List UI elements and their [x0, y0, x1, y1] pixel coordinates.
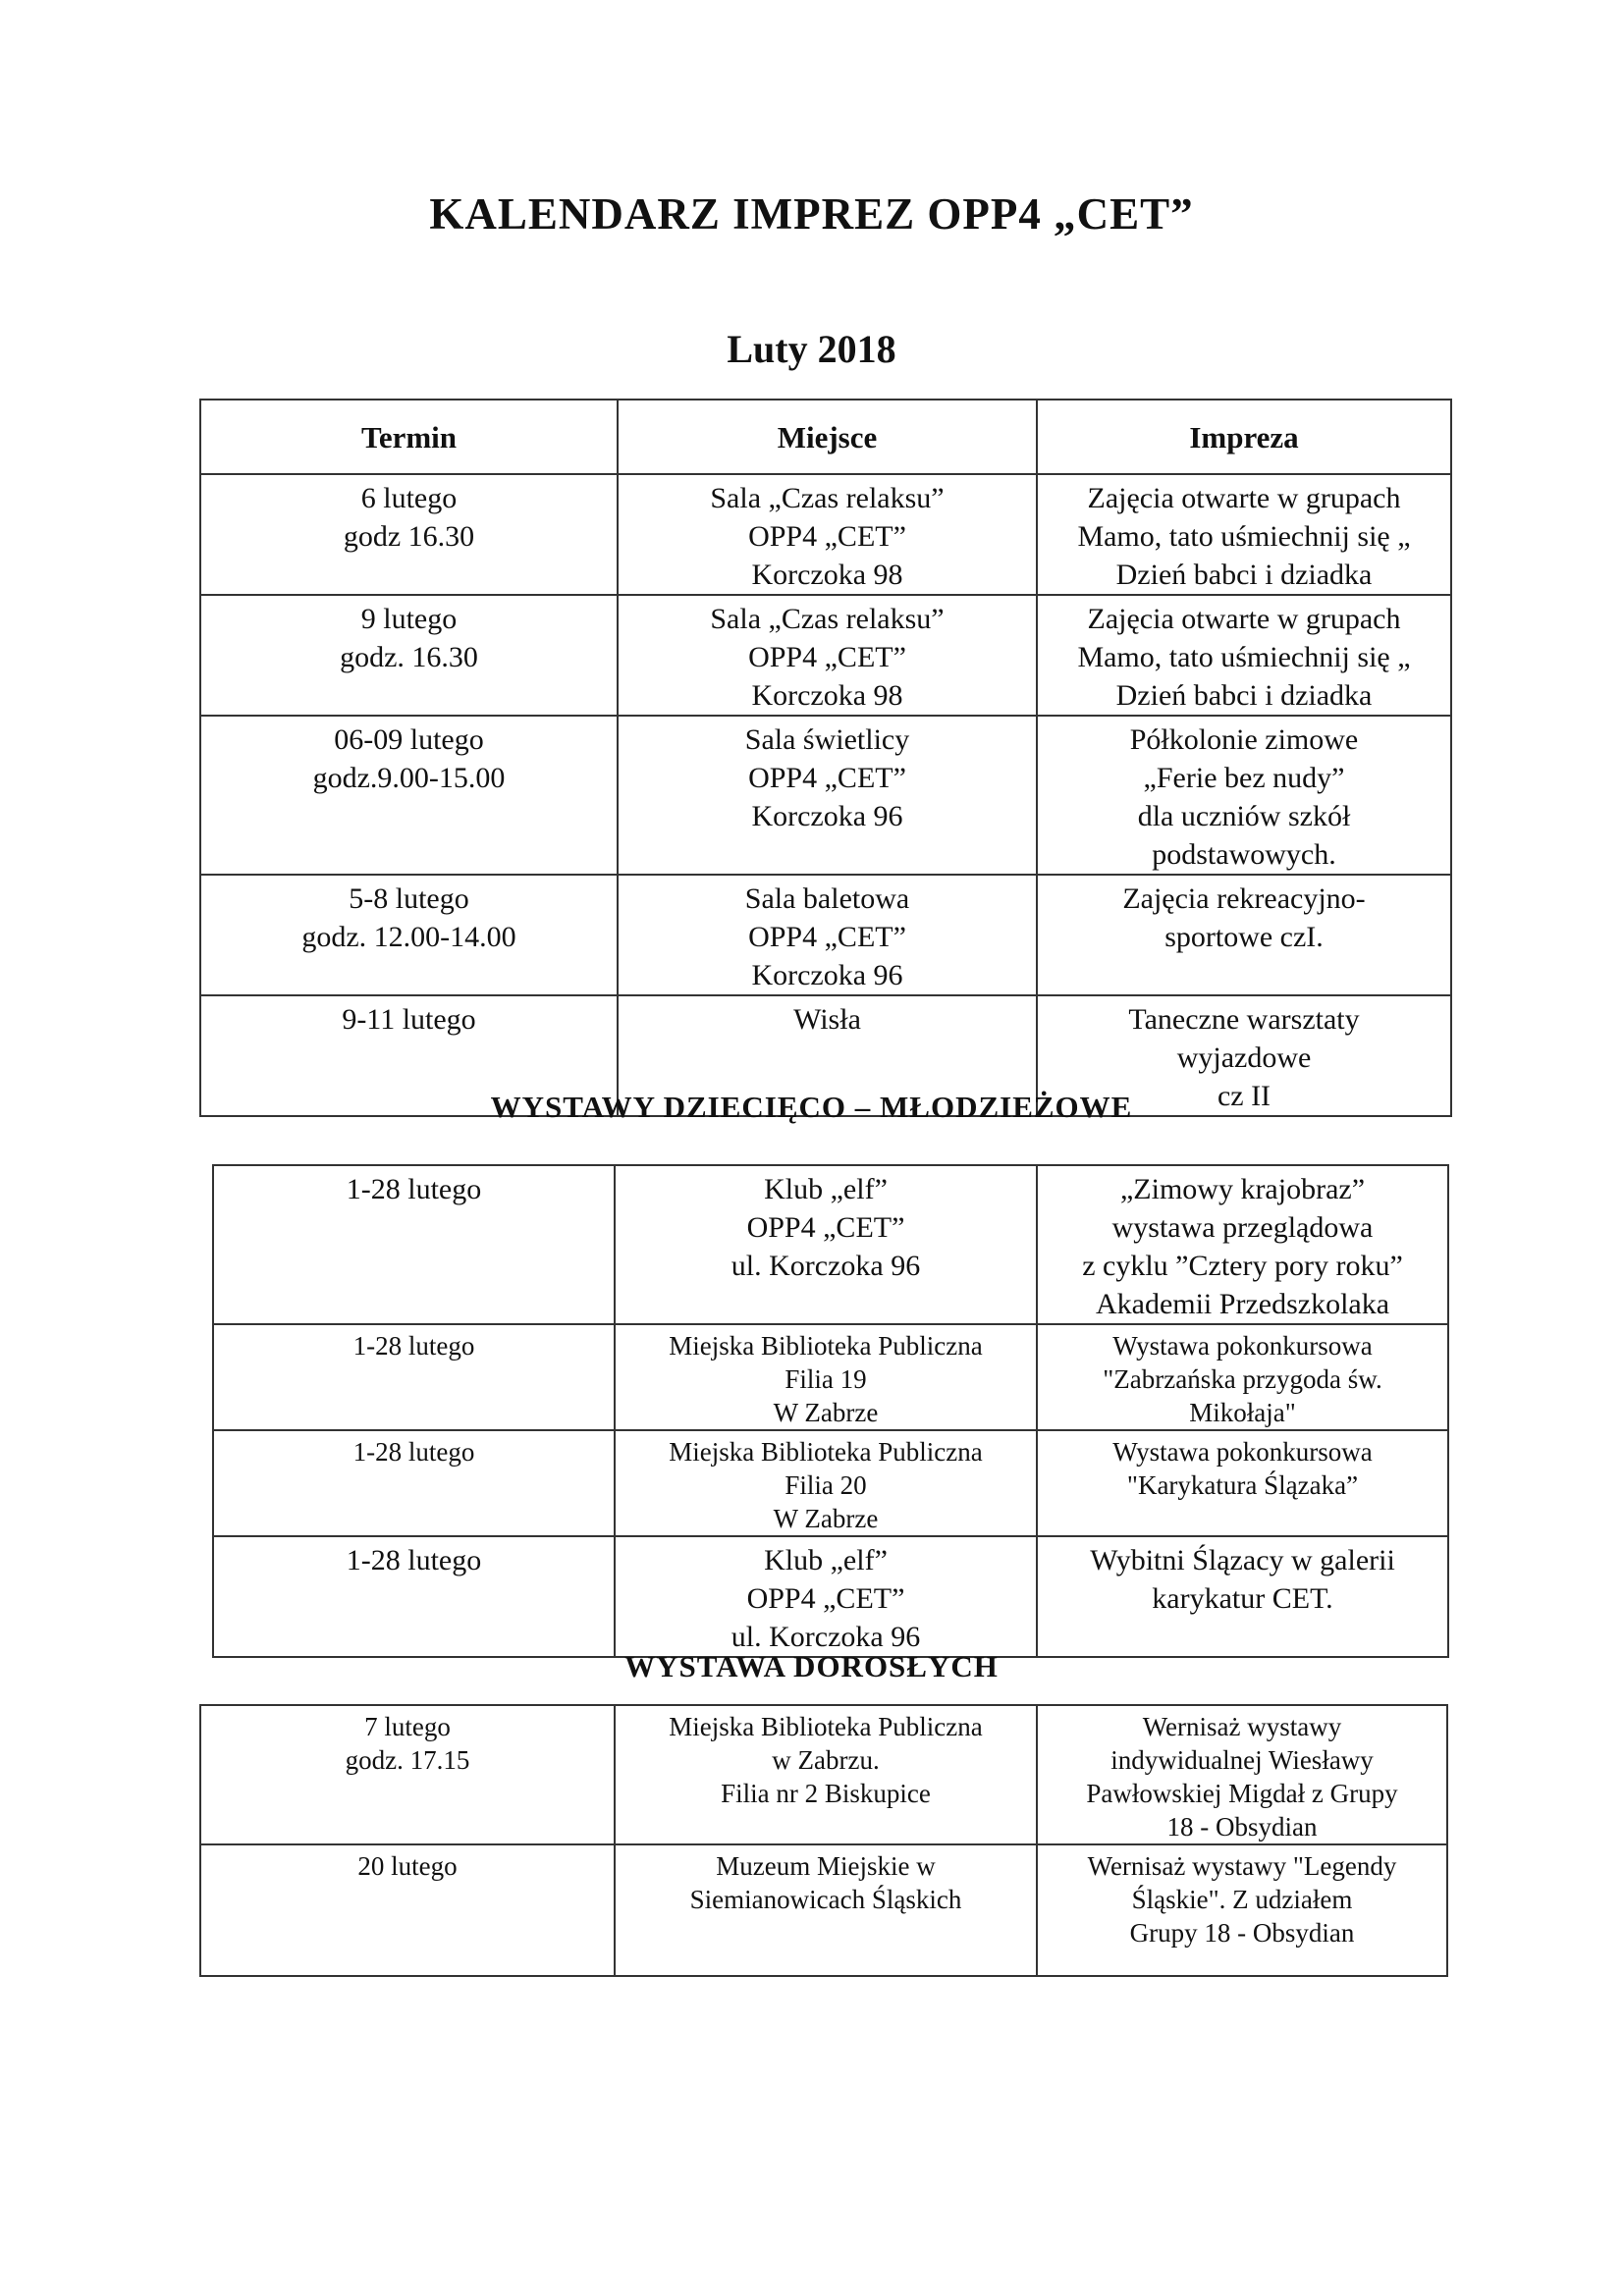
cell-miejsce	[618, 875, 1037, 995]
impreza-line: Dzień babci i dziadka	[1115, 679, 1373, 712]
cell-miejsce	[618, 716, 1037, 875]
impreza-line: Wernisaż wystawy "Legendy	[1087, 1851, 1397, 1881]
impreza-line: Dzień babci i dziadka	[1115, 559, 1373, 591]
miejsce-line: Klub „elf”	[764, 1173, 888, 1205]
miejsce-line: Sala „Czas relaksu”	[710, 603, 945, 635]
termin-line: 9-11 lutego	[342, 1003, 476, 1036]
impreza-line: Zajęcia rekreacyjno-	[1122, 882, 1366, 915]
termin-line: godz 16.30	[343, 520, 475, 553]
miejsce-line: Wisła	[793, 1003, 861, 1036]
cell-impreza	[1037, 1536, 1448, 1657]
header-impreza: Impreza	[1037, 400, 1451, 474]
cell-termin	[213, 1324, 615, 1430]
cell-miejsce	[615, 1705, 1037, 1844]
cell-miejsce	[618, 595, 1037, 716]
table-row	[213, 1536, 1448, 1657]
header-miejsce: Miejsce	[618, 400, 1037, 474]
termin-line: godz. 16.30	[340, 641, 478, 673]
cell-termin	[200, 595, 618, 716]
cell-miejsce	[615, 1430, 1037, 1536]
miejsce-line: Sala baletowa	[744, 882, 910, 915]
table-row	[200, 1844, 1447, 1976]
termin-line: 06-09 lutego	[334, 723, 484, 756]
impreza-line: wystawa przeglądowa	[1111, 1211, 1374, 1244]
impreza-line: Wernisaż wystawy	[1142, 1712, 1342, 1741]
termin-line: 1-28 lutego	[352, 1437, 475, 1467]
events-body	[200, 474, 1451, 1116]
cell-impreza	[1037, 1430, 1448, 1536]
termin-line: 1-28 lutego	[352, 1331, 475, 1361]
termin-line: 6 lutego	[360, 482, 458, 514]
impreza-line: "Karykatura Ślązaka”	[1126, 1470, 1359, 1500]
table-row	[213, 1165, 1448, 1324]
termin-line: 9 lutego	[360, 603, 458, 635]
miejsce-line: OPP4 „CET”	[746, 1582, 905, 1615]
miejsce-line: OPP4 „CET”	[746, 1211, 905, 1244]
impreza-line: Wystawa pokonkursowa	[1112, 1437, 1373, 1467]
table-row	[200, 716, 1451, 875]
adults-body	[200, 1705, 1447, 1976]
termin-line: godz.9.00-15.00	[312, 762, 506, 794]
table-row	[200, 875, 1451, 995]
miejsce-line: W Zabrze	[773, 1398, 879, 1427]
cell-impreza	[1037, 1705, 1447, 1844]
table-header-row	[200, 400, 1451, 474]
adult-exhibitions-table	[199, 1704, 1448, 1977]
cell-miejsce	[615, 1324, 1037, 1430]
impreza-line: podstawowych.	[1152, 838, 1336, 871]
children-exhibitions-heading: WYSTAWY DZIECIĘCO – MŁODZIEŻOWE	[490, 1090, 1133, 1124]
miejsce-line: W Zabrze	[773, 1504, 879, 1533]
impreza-line: Mikołaja"	[1189, 1398, 1296, 1427]
miejsce-line: Siemianowicach Śląskich	[689, 1885, 962, 1914]
children-exhibitions-table	[212, 1164, 1449, 1658]
miejsce-line: Muzeum Miejskie w	[716, 1851, 936, 1881]
miejsce-line: Sala świetlicy	[744, 723, 910, 756]
adult-exhibitions-heading: WYSTAWA DOROSŁYCH	[624, 1649, 999, 1683]
impreza-line: 18 - Obsydian	[1166, 1812, 1318, 1842]
cell-impreza	[1037, 875, 1451, 995]
impreza-line: Akademii Przedszkolaka	[1095, 1288, 1390, 1320]
impreza-line: sportowe czI.	[1164, 921, 1324, 953]
cell-termin	[200, 474, 618, 595]
cell-impreza	[1037, 1165, 1448, 1324]
impreza-line: „Zimowy krajobraz”	[1119, 1173, 1366, 1205]
miejsce-line: w Zabrzu.	[772, 1745, 880, 1775]
termin-line: 1-28 lutego	[346, 1173, 482, 1205]
miejsce-line: Korczoka 96	[751, 800, 903, 832]
cell-termin	[200, 875, 618, 995]
table-row	[200, 474, 1451, 595]
table-row	[200, 1705, 1447, 1844]
miejsce-line: Klub „elf”	[764, 1544, 888, 1576]
impreza-line: Zajęcia otwarte w grupach	[1087, 482, 1401, 514]
impreza-line: indywidualnej Wiesławy	[1110, 1745, 1374, 1775]
impreza-line: Wybitni Ślązacy w galerii	[1090, 1544, 1395, 1576]
table-row	[200, 595, 1451, 716]
miejsce-line: Korczoka 96	[751, 959, 903, 991]
cell-termin	[200, 1705, 615, 1844]
month-heading: Luty 2018	[727, 327, 896, 371]
cell-miejsce	[615, 1165, 1037, 1324]
miejsce-line: Filia 19	[784, 1364, 867, 1394]
termin-line: godz. 17.15	[345, 1745, 470, 1775]
impreza-line: Wystawa pokonkursowa	[1112, 1331, 1373, 1361]
cell-miejsce	[615, 1844, 1037, 1976]
impreza-line: Mamo, tato uśmiechnij się „	[1077, 641, 1411, 673]
termin-line: 20 lutego	[357, 1851, 458, 1881]
table-row	[213, 1324, 1448, 1430]
cell-impreza	[1037, 716, 1451, 875]
cell-miejsce	[618, 474, 1037, 595]
cell-impreza	[1037, 474, 1451, 595]
miejsce-line: Filia nr 2 Biskupice	[721, 1779, 931, 1808]
cell-miejsce	[615, 1536, 1037, 1657]
impreza-line: karykatur CET.	[1152, 1582, 1333, 1615]
miejsce-line: Miejska Biblioteka Publiczna	[669, 1331, 983, 1361]
cell-termin	[213, 1165, 615, 1324]
impreza-line: Śląskie". Z udziałem	[1131, 1885, 1353, 1914]
events-table	[199, 399, 1452, 1117]
impreza-line: cz II	[1217, 1080, 1271, 1112]
cell-impreza	[1037, 595, 1451, 716]
impreza-line: z cyklu ”Cztery pory roku”	[1082, 1250, 1403, 1282]
miejsce-line: Filia 20	[784, 1470, 867, 1500]
impreza-line: "Zabrzańska przygoda św.	[1103, 1364, 1382, 1394]
impreza-line: Półkolonie zimowe	[1129, 723, 1359, 756]
miejsce-line: Miejska Biblioteka Publiczna	[669, 1712, 983, 1741]
impreza-line: Grupy 18 - Obsydian	[1129, 1918, 1355, 1948]
impreza-line: Mamo, tato uśmiechnij się „	[1077, 520, 1411, 553]
miejsce-line: OPP4 „CET”	[748, 762, 906, 794]
termin-line: 5-8 lutego	[349, 882, 469, 915]
page-title: KALENDARZ IMPREZ OPP4 „CET”	[429, 189, 1194, 239]
cell-termin	[213, 1430, 615, 1536]
impreza-line: Taneczne warsztaty	[1128, 1003, 1360, 1036]
cell-termin	[213, 1536, 615, 1657]
termin-line: godz. 12.00-14.00	[301, 921, 516, 953]
cell-termin	[200, 1844, 615, 1976]
impreza-line: Pawłowskiej Migdał z Grupy	[1086, 1779, 1398, 1808]
cell-impreza	[1037, 1324, 1448, 1430]
table-row	[213, 1430, 1448, 1536]
miejsce-line: OPP4 „CET”	[748, 641, 906, 673]
miejsce-line: OPP4 „CET”	[748, 520, 906, 553]
miejsce-line: ul. Korczoka 96	[730, 1250, 921, 1282]
children-body	[213, 1165, 1448, 1657]
cell-termin	[200, 716, 618, 875]
impreza-line: „Ferie bez nudy”	[1143, 762, 1345, 794]
impreza-line: Zajęcia otwarte w grupach	[1087, 603, 1401, 635]
miejsce-line: Miejska Biblioteka Publiczna	[669, 1437, 983, 1467]
miejsce-line: ul. Korczoka 96	[730, 1621, 921, 1653]
impreza-line: wyjazdowe	[1176, 1041, 1312, 1074]
miejsce-line: Korczoka 98	[751, 559, 903, 591]
miejsce-line: OPP4 „CET”	[748, 921, 906, 953]
cell-impreza	[1037, 1844, 1447, 1976]
impreza-line: dla uczniów szkół	[1137, 800, 1351, 832]
header-termin: Termin	[200, 400, 618, 474]
miejsce-line: Korczoka 98	[751, 679, 903, 712]
miejsce-line: Sala „Czas relaksu”	[710, 482, 945, 514]
termin-line: 1-28 lutego	[346, 1544, 482, 1576]
termin-line: 7 lutego	[364, 1712, 451, 1741]
